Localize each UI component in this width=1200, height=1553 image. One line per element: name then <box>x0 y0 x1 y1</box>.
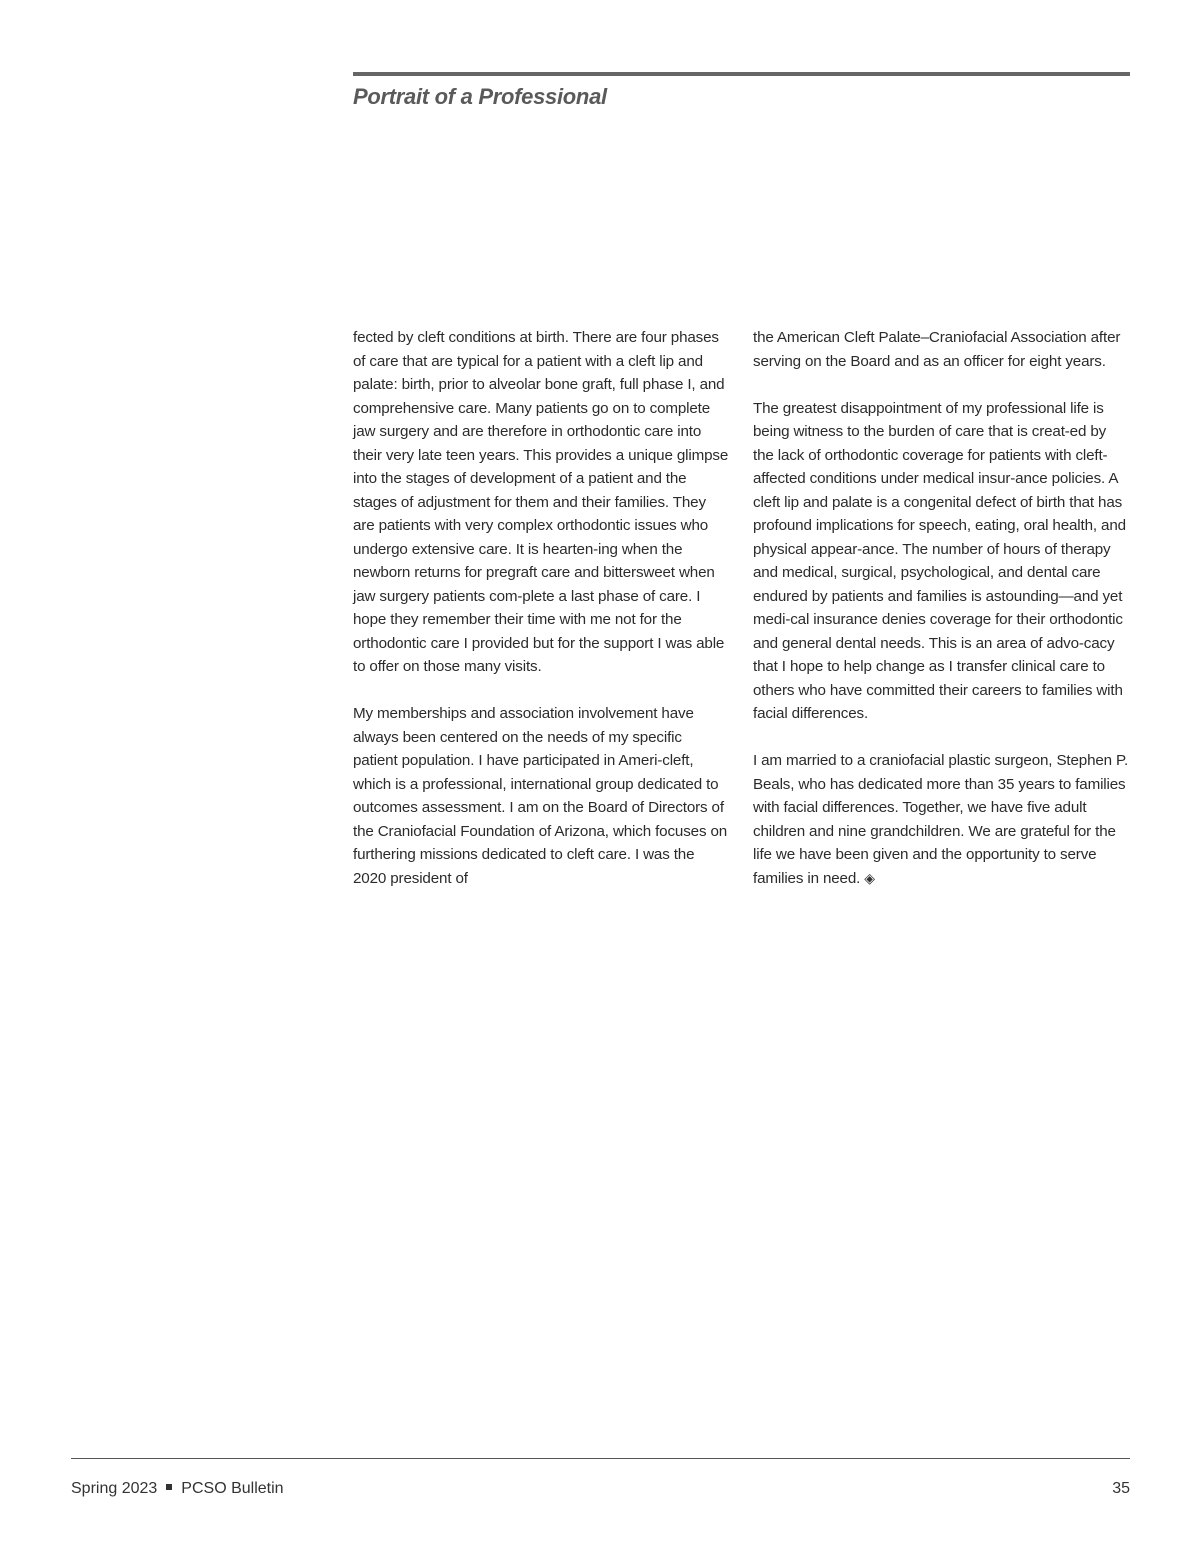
paragraph: The greatest disappointment of my professional life is being witness to the burden of care that is creat-ed by the lack of orthodontic coverage for patients with cleft-affected conditions under medical insur-ance policies. A cleft lip and palate is a congenital defect of birth that has profound implications for speech, eating, oral health, and physical appear-ance. The number of hours of therapy and medical, surgical, psychological, and dental care endured by patients and families is astounding—and yet medi-cal insurance denies coverage for their orthodontic and general dental needs. This is an area of advo-cacy that I hope to help change as I transfer clinical care to others who have committed their careers to families with facial differences. <box>753 399 1126 722</box>
paragraph: My memberships and association involvement have always been centered on the needs of my specific patient population. I have participated in Ameri-cleft, which is a professional, international group dedicated to outcomes assessment. I am on the Board of Directors of the Craniofacial Foundation of Arizona, which focuses on furthering missions dedicated to cleft care. I was the 2020 president of <box>353 705 728 887</box>
page-number: 35 <box>1112 1480 1130 1497</box>
footer-rule <box>71 1458 1130 1459</box>
paragraph: the American Cleft Palate–Craniofacial Association after serving on the Board and as an officer for eight years. <box>753 329 1121 370</box>
article-column-right <box>753 326 1130 890</box>
footer-publication: PCSO Bulletin <box>181 1480 284 1497</box>
header-rule <box>353 72 1130 76</box>
footer-issue: Spring 2023 <box>71 1480 158 1497</box>
footer-issue-info <box>71 1480 284 1498</box>
article-column-left <box>353 326 730 890</box>
paragraph-text: I am married to a craniofacial plastic surgeon, Stephen P. Beals, who has dedicated more than 35 years to families with facial differences. Together, we have five adult children and nine grandchildren. We are grateful for the life we have been given and the opportunity to serve families in need. <box>753 752 1129 887</box>
square-separator-icon <box>166 1484 172 1490</box>
paragraph: fected by cleft conditions at birth. There are four phases of care that are typical for a patient with a cleft lip and palate: birth, prior to alveolar bone graft, full phase I, and comprehensive care. Many patients go on to complete jaw surgery and are therefore in orthodontic care into their very late teen years. This provides a unique glimpse into the stages of development of a patient and the stages of adjustment for them and their families. They are patients with very complex orthodontic issues who undergo extensive care. It is hearten-ing when the newborn returns for pregraft care and bittersweet when jaw surgery patients com-plete a last phase of care. I hope they remember their time with me not for the orthodontic care I provided but for the support I was able to offer on those many visits. <box>353 329 729 675</box>
paragraph-final <box>753 749 1130 890</box>
section-title: Portrait of a Professional <box>353 84 607 109</box>
diamond-end-mark-icon: ◈ <box>864 869 875 886</box>
